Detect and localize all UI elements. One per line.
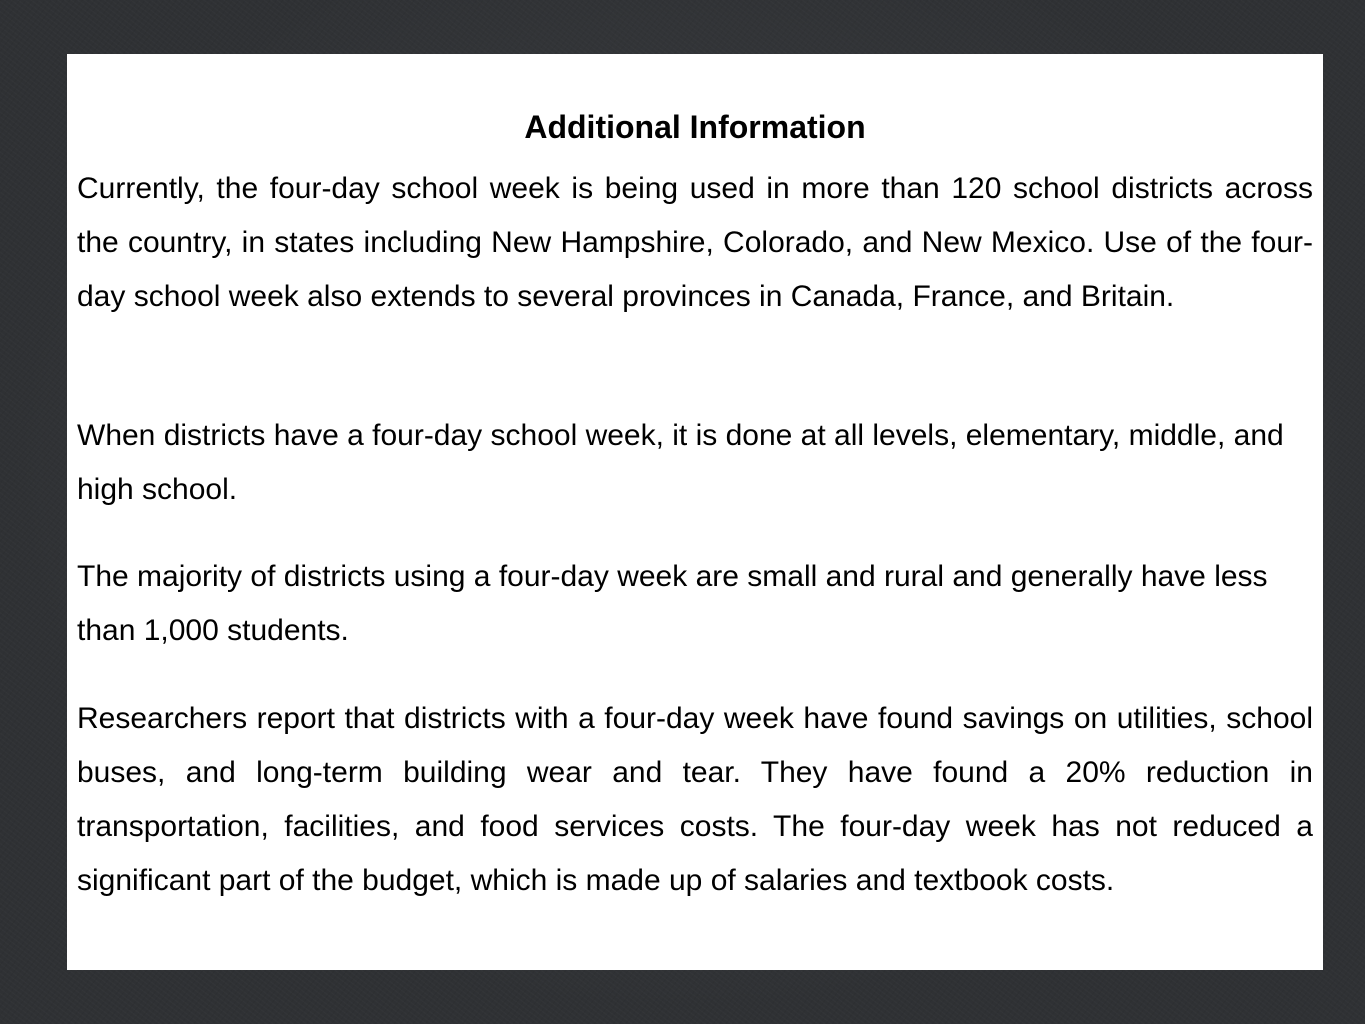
slide-title: Additional Information	[524, 109, 866, 145]
paragraph-cost-savings: Researchers report that districts with a four-day week have found savings on utilities, school buses, and long-term building wear and tear. They have found a 20% reduction in transportation, facilities, and food services costs. The four-day week has not reduced a significant part of the budget, which is made up of salaries and textbook costs.	[77, 702, 1313, 897]
paragraph-school-levels: When districts have a four-day school week, it is done at all levels, elementary, middle, and high school.	[77, 419, 1284, 506]
paragraph-district-size: The majority of districts using a four-day week are small and rural and generally have less than 1,000 students.	[77, 560, 1268, 647]
paragraph-four-day-week-usage: Currently, the four-day school week is being used in more than 120 school districts across the country, in states including New Hampshire, Colorado, and New Mexico. Use of the four-day school week also extends to several provinces in Canada, France, and Britain.	[77, 172, 1313, 313]
slide-frame	[67, 54, 1323, 970]
